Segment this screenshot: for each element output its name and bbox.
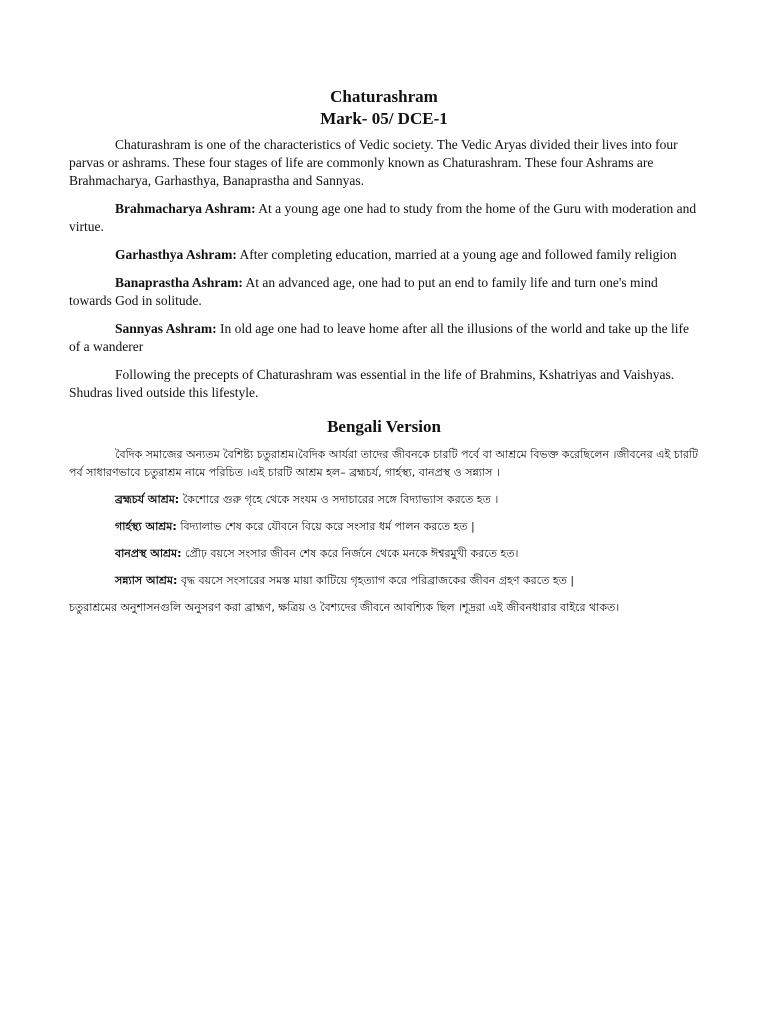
document-title: Chaturashram [330,87,438,106]
bengali-ashram-description: বৃদ্ধ বয়সে সংসারের সমস্ত মায়া কাটিয়ে গৃহত্যাগ করে পরিব্রাজকের জীবন গ্রহণ করতে হত | [177,574,575,587]
ashram-description: In old age one had to leave home after all the illusions of the world and take up the life of a wanderer [69,321,690,354]
bengali-ashram-term: ব্রহ্মচর্য আশ্রম: [115,493,180,506]
bengali-conclusion-paragraph: চতুরাশ্রমের অনুশাসনগুলি অনুসরণ করা ব্রাহ্মণ, ক্ষত্রিয় ও বৈশ্যদের জীবনে আবশ্যিক ছিল ।শূদ্ররা এই জীবনধারার বাইরে থাকত। [69,601,620,614]
bengali-ashram-term: গার্হস্থ্য আশ্রম: [115,520,177,533]
document-subtitle: Mark- 05/ DCE-1 [320,109,448,128]
bengali-ashram-paragraph-banaprastha [69,545,699,563]
bengali-ashram-description: বিদ্যালাভ শেষ করে যৌবনে বিয়ে করে সংসার ধর্ম পালন করতে হত | [176,520,475,533]
ashram-term: Banaprastha Ashram: [115,275,243,290]
bengali-section-heading: Bengali Version [327,417,441,436]
ashram-description: At an advanced age, one had to put an end to family life and turn one's mind towards God in solitude. [69,275,658,308]
ashram-paragraph-sannyas [69,320,699,356]
document-page [69,86,699,626]
bengali-ashram-paragraph-brahmacharya [69,491,699,509]
intro-paragraph: Chaturashram is one of the characteristics of Vedic society. The Vedic Aryas divided their lives into four parvas or ashrams. These four stages of life are commonly known as Chaturashram. These four Ashrams are Brahmacharya, Garhasthya, Banaprastha and Sannyas. [69,137,678,188]
bengali-ashram-description: প্রৌঢ় বয়সে সংসার জীবন শেষ করে নির্জনে থেকে মনকে ঈশ্বরমুখী করতে হত। [181,547,519,560]
bengali-ashram-paragraph-garhasthya [69,518,699,536]
ashram-term: Garhasthya Ashram: [115,247,237,262]
bengali-ashram-term: বানপ্রস্থ আশ্রম: [115,547,182,560]
bengali-ashram-term: সন্ন্যাস আশ্রম: [115,574,178,587]
ashram-description: After completing education, married at a young age and followed family religion [236,247,677,262]
bengali-ashram-description: কৈশোরে গুরু গৃহে থেকে সংযম ও সদাচারের সঙ্গে বিদ্যাভ্যাস করতে হত । [179,493,499,506]
ashram-term: Brahmacharya Ashram: [115,201,256,216]
ashram-description: At a young age one had to study from the home of the Guru with moderation and virtue. [69,201,697,234]
conclusion-paragraph: Following the precepts of Chaturashram was essential in the life of Brahmins, Kshatriyas and Vaishyas. Shudras lived outside this lifestyle. [69,367,675,400]
ashram-term: Sannyas Ashram: [115,321,217,336]
ashram-paragraph-brahmacharya [69,200,699,236]
bengali-ashram-paragraph-sannyas [69,572,699,590]
bengali-intro-paragraph: বৈদিক সমাজের অন্যতম বৈশিষ্ট্য চতুরাশ্রম।বৈদিক আর্যরা তাদের জীবনকে চারটি পর্বে বা আশ্রমে বিভক্ত করেছিলেন ।জীবনের এই চারটি পর্ব সাধারণভাবে চতুরাশ্রম নামে পরিচিত ।এই চারটি আশ্রম হল– ব্রহ্মচর্য, গার্হস্থ্য, বানপ্রস্থ ও সন্ন্যাস । [69,448,699,479]
ashram-paragraph-garhasthya [69,246,699,264]
ashram-paragraph-banaprastha [69,274,699,310]
